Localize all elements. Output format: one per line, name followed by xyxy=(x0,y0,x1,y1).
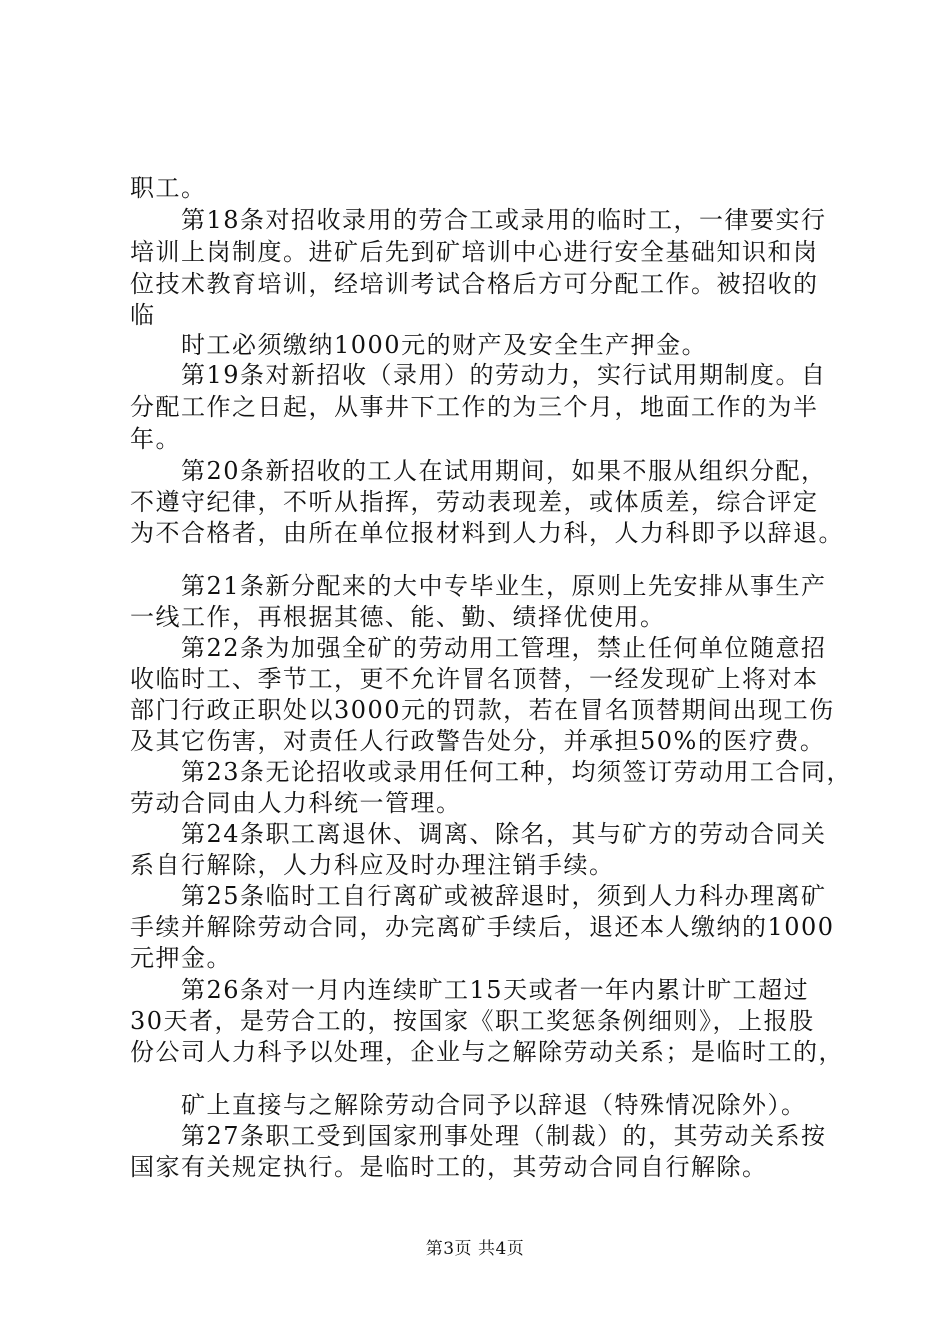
text-line: 第23条无论招收或录用任何工种，均须签订劳动用工合同， xyxy=(130,758,853,786)
text-line: 第24条职工离退休、调离、除名，其与矿方的劳动合同关 xyxy=(130,820,827,848)
page-number-footer: 第3页 共4页 xyxy=(425,1239,525,1259)
text-line: 职工。 xyxy=(130,174,207,202)
text-line: 为不合格者，由所在单位报材料到人力科，人力科即予以辞退。 xyxy=(130,519,844,547)
text-line: 30天者，是劳合工的，按国家《职工奖惩条例细则》，上报股 xyxy=(130,1007,815,1035)
text-line: 劳动合同由人力科统一管理。 xyxy=(130,789,462,817)
text-line: 系自行解除，人力科应及时办理注销手续。 xyxy=(130,851,615,879)
text-line: 元押金。 xyxy=(130,944,232,972)
text-line: 手续并解除劳动合同，办完离矿手续后，退还本人缴纳的1000 xyxy=(130,913,835,941)
text-line: 矿上直接与之解除劳动合同予以辞退（特殊情况除外）。 xyxy=(130,1091,807,1119)
text-line: 及其它伤害，对责任人行政警告处分，并承担50%的医疗费。 xyxy=(130,727,826,755)
text-line: 第26条对一月内连续旷工15天或者一年内累计旷工超过 xyxy=(130,976,810,1004)
text-line: 第20条新招收的工人在试用期间，如果不服从组织分配， xyxy=(130,457,827,485)
text-line: 时工必须缴纳1000元的财产及安全生产押金。 xyxy=(130,331,708,359)
text-line: 国家有关规定执行。是临时工的，其劳动合同自行解除。 xyxy=(130,1153,768,1181)
text-line: 分配工作之日起，从事井下工作的为三个月，地面工作的为半 xyxy=(130,393,819,421)
text-line: 临 xyxy=(130,301,156,329)
text-line: 第25条临时工自行离矿或被辞退时，须到人力科办理离矿 xyxy=(130,882,827,910)
text-line: 第18条对招收录用的劳合工或录用的临时工，一律要实行 xyxy=(130,206,827,234)
text-line: 不遵守纪律，不听从指挥，劳动表现差，或体质差，综合评定 xyxy=(130,488,819,516)
text-line: 年。 xyxy=(130,425,181,453)
text-line: 培训上岗制度。进矿后先到矿培训中心进行安全基础知识和岗 xyxy=(130,238,819,266)
text-line: 位技术教育培训，经培训考试合格后方可分配工作。被招收的 xyxy=(130,270,819,298)
text-line: 份公司人力科予以处理，企业与之解除劳动关系；是临时工的， xyxy=(130,1038,844,1066)
text-line: 部门行政正职处以3000元的罚款，若在冒名顶替期间出现工伤 xyxy=(130,696,835,724)
text-line: 第27条职工受到国家刑事处理（制裁）的，其劳动关系按 xyxy=(130,1122,827,1150)
text-line: 收临时工、季节工，更不允许冒名顶替，一经发现矿上将对本 xyxy=(130,665,819,693)
text-line: 第22条为加强全矿的劳动用工管理，禁止任何单位随意招 xyxy=(130,634,827,662)
text-line: 第21条新分配来的大中专毕业生，原则上先安排从事生产 xyxy=(130,572,827,600)
text-line: 第19条对新招收（录用）的劳动力，实行试用期制度。自 xyxy=(130,361,827,389)
text-line: 一线工作，再根据其德、能、勤、绩择优使用。 xyxy=(130,603,666,631)
